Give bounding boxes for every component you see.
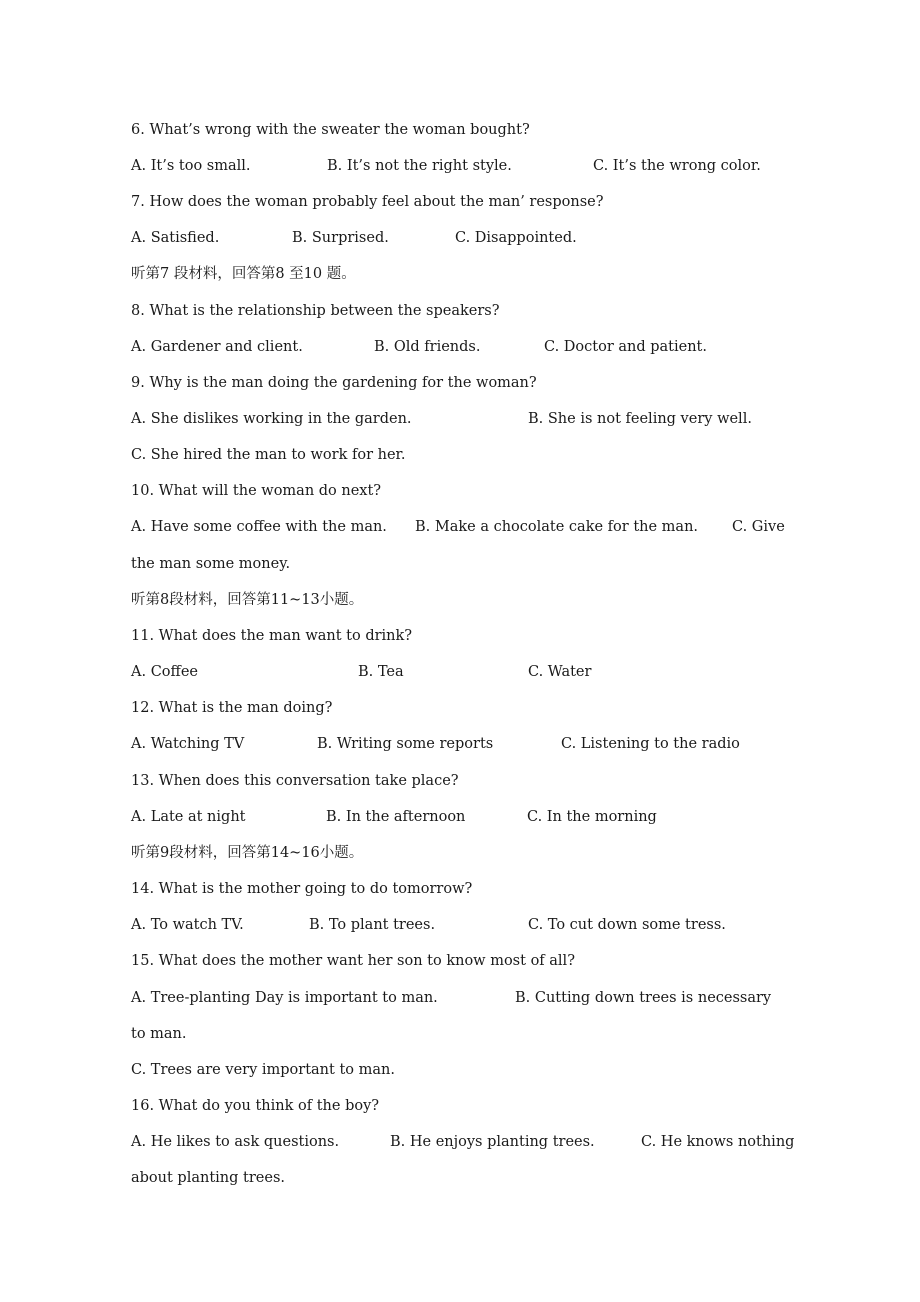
text-line [131, 371, 801, 395]
text-line [131, 443, 801, 467]
text-line [131, 1130, 801, 1154]
text-segment: 听第8段材料，回答第11~13小题。 [131, 592, 364, 608]
text-segment: C. To cut down some tress. [528, 917, 726, 933]
text-segment: A. To watch TV. [131, 917, 244, 933]
text-segment: B. To plant trees. [309, 917, 436, 933]
text-segment: C. Give [732, 519, 785, 535]
text-segment: 听第9段材料，回答第14~16小题。 [131, 845, 364, 861]
text-line [131, 805, 801, 829]
text-segment: 8. What is the relationship between the speakers? [131, 303, 500, 319]
text-segment: A. She dislikes working in the garden. [131, 411, 412, 427]
text-line [131, 841, 801, 865]
text-line [131, 1058, 801, 1082]
text-segment: 11. What does the man want to drink? [131, 628, 413, 644]
text-segment: about planting trees. [131, 1170, 285, 1186]
text-segment: A. Watching TV [131, 736, 245, 752]
text-segment: A. Satisfied. [131, 230, 220, 246]
text-segment: C. Doctor and patient. [544, 339, 707, 355]
text-line [131, 732, 801, 756]
text-segment: A. Tree-planting Day is important to man. [131, 990, 438, 1006]
text-line [131, 118, 801, 142]
text-line [131, 154, 801, 178]
text-segment: C. In the morning [527, 809, 657, 825]
text-line [131, 552, 801, 576]
text-line [131, 190, 801, 214]
text-segment: B. Cutting down trees is necessary [515, 990, 772, 1006]
text-segment: B. Writing some reports [317, 736, 494, 752]
text-segment: C. Disappointed. [455, 230, 577, 246]
text-segment: 9. Why is the man doing the gardening for the woman? [131, 375, 537, 391]
text-segment: B. She is not feeling very well. [528, 411, 752, 427]
text-segment: A. Have some coffee with the man. [131, 519, 387, 535]
text-segment: 14. What is the mother going to do tomorrow? [131, 881, 473, 897]
text-line [131, 479, 801, 503]
text-line [131, 769, 801, 793]
text-segment: B. Old friends. [374, 339, 481, 355]
text-segment: to man. [131, 1026, 187, 1042]
text-segment: A. It’s too small. [131, 158, 251, 174]
text-segment: B. Make a chocolate cake for the man. [415, 519, 699, 535]
text-segment: 12. What is the man doing? [131, 700, 333, 716]
text-segment: C. Listening to the radio [561, 736, 740, 752]
text-line [131, 696, 801, 720]
text-line [131, 660, 801, 684]
text-line [131, 588, 801, 612]
text-segment: B. He enjoys planting trees. [390, 1134, 595, 1150]
text-line [131, 949, 801, 973]
text-line [131, 335, 801, 359]
text-segment: 听第7 段材料，回答第8 至10 题。 [131, 266, 356, 282]
text-line [131, 1022, 801, 1046]
text-segment: 6. What’s wrong with the sweater the woman bought? [131, 122, 530, 138]
text-line [131, 226, 801, 250]
text-segment: B. It’s not the right style. [327, 158, 512, 174]
text-line [131, 624, 801, 648]
text-line [131, 262, 801, 286]
text-segment: the man some money. [131, 556, 291, 572]
text-segment: 7. How does the woman probably feel about the man’ response? [131, 194, 604, 210]
text-segment: 15. What does the mother want her son to know most of all? [131, 953, 575, 969]
text-segment: A. Coffee [131, 664, 198, 680]
text-segment: C. It’s the wrong color. [593, 158, 761, 174]
text-line [131, 1094, 801, 1118]
text-segment: A. Gardener and client. [131, 339, 303, 355]
text-line [131, 986, 801, 1010]
text-line [131, 877, 801, 901]
text-segment: C. He knows nothing [641, 1134, 795, 1150]
text-segment: C. She hired the man to work for her. [131, 447, 406, 463]
text-line [131, 407, 801, 431]
text-segment: B. Surprised. [292, 230, 389, 246]
text-line [131, 1166, 801, 1190]
text-segment: B. Tea [358, 664, 404, 680]
text-line [131, 515, 801, 539]
text-segment: B. In the afternoon [326, 809, 466, 825]
text-segment: A. Late at night [131, 809, 246, 825]
text-line [131, 299, 801, 323]
text-segment: 16. What do you think of the boy? [131, 1098, 380, 1114]
text-segment: C. Water [528, 664, 592, 680]
text-segment: C. Trees are very important to man. [131, 1062, 395, 1078]
text-segment: A. He likes to ask questions. [131, 1134, 340, 1150]
text-segment: 13. When does this conversation take place? [131, 773, 459, 789]
text-segment: 10. What will the woman do next? [131, 483, 382, 499]
text-line [131, 913, 801, 937]
